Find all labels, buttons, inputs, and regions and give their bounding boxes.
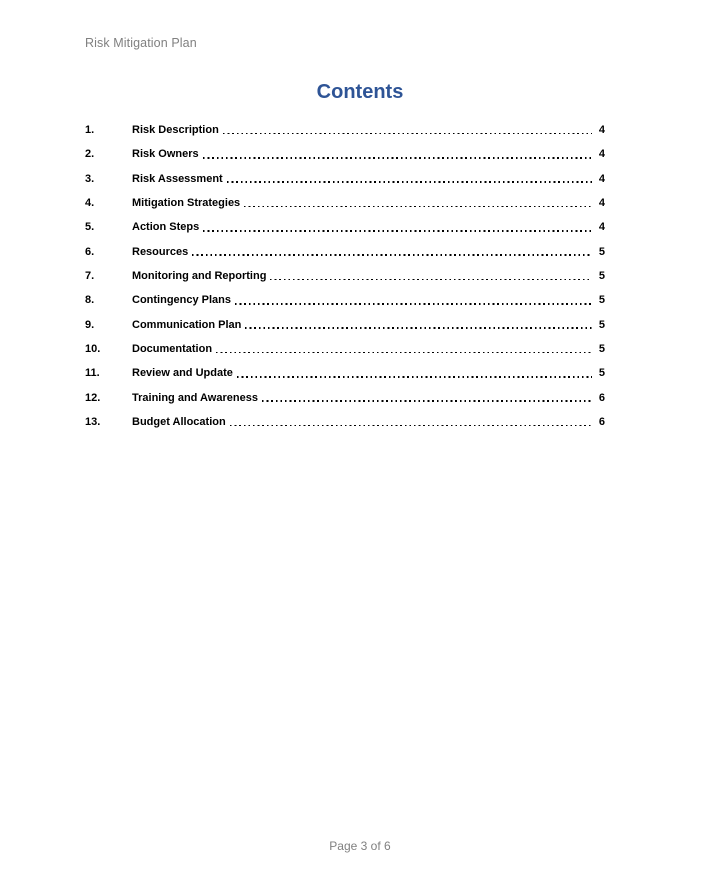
toc-entry-number: 5. [85, 221, 95, 234]
toc-entry-title: Risk Description [132, 124, 219, 136]
toc-dot-leader [219, 118, 595, 142]
toc-entry[interactable] [85, 410, 605, 434]
toc-entry[interactable] [85, 118, 605, 142]
toc-entry[interactable] [85, 264, 605, 288]
toc-dot-leader [199, 215, 595, 239]
toc-entry-number: 1. [85, 124, 95, 136]
toc-entry-page: 5 [598, 269, 605, 282]
toc-dot-leader [188, 240, 595, 264]
toc-entry-number: 10. [85, 342, 101, 355]
toc-entry-page: 5 [598, 294, 605, 307]
toc-entry-page: 4 [598, 172, 605, 185]
toc-entry-page: 5 [598, 245, 605, 258]
toc-entry[interactable] [85, 191, 605, 215]
toc-dot-leader [231, 288, 595, 312]
toc-entry-title: Monitoring and Reporting [132, 269, 267, 282]
toc-entry-number: 4. [85, 196, 95, 209]
toc-entry[interactable] [85, 240, 605, 264]
toc-entry-page: 5 [598, 318, 605, 331]
toc-entry-title: Documentation [132, 342, 213, 355]
toc-entry-title: Contingency Plans [132, 294, 232, 307]
toc-dot-leader [212, 337, 595, 361]
toc-entry[interactable] [85, 142, 605, 166]
toc-entry-page: 4 [598, 196, 605, 209]
toc-entry-page: 4 [598, 124, 605, 136]
toc-dot-leader [258, 386, 595, 410]
toc-entry-page: 4 [598, 221, 605, 234]
toc-entry[interactable] [85, 167, 605, 191]
toc-entry-page: 5 [598, 342, 605, 355]
toc-entry-number: 8. [85, 294, 95, 307]
toc-entry-title: Budget Allocation [132, 415, 226, 428]
toc-entry-title: Communication Plan [132, 318, 242, 331]
toc-entry-title: Resources [132, 245, 189, 258]
toc-entry-page: 6 [598, 391, 605, 404]
toc-entry-title: Action Steps [132, 221, 200, 234]
toc-dot-leader [199, 142, 595, 166]
toc-dot-leader [240, 191, 595, 215]
toc-dot-leader [241, 313, 595, 337]
toc-entry-page: 5 [598, 367, 605, 380]
toc-entry[interactable] [85, 337, 605, 361]
toc-entry-title: Review and Update [132, 367, 233, 380]
toc-entry-title: Training and Awareness [132, 391, 258, 404]
toc-dot-leader [266, 264, 595, 288]
toc-dot-leader [223, 167, 595, 191]
toc-entry-number: 12. [85, 391, 101, 404]
toc-entry-number: 6. [85, 245, 95, 258]
table-of-contents [85, 118, 605, 434]
toc-entry-number: 13. [85, 415, 101, 428]
toc-entry-page: 6 [598, 415, 605, 428]
toc-entry[interactable] [85, 361, 605, 385]
document-running-header: Risk Mitigation Plan [85, 36, 197, 50]
toc-entry-title: Risk Assessment [132, 172, 223, 185]
toc-entry[interactable] [85, 215, 605, 239]
toc-entry-page: 4 [598, 148, 605, 161]
toc-entry-title: Mitigation Strategies [132, 196, 241, 209]
toc-entry[interactable] [85, 288, 605, 312]
toc-dot-leader [233, 361, 595, 385]
page-number-footer: Page 3 of 6 [329, 839, 391, 853]
toc-entry-number: 7. [85, 269, 95, 282]
toc-dot-leader [226, 410, 595, 434]
toc-entry-number: 11. [85, 367, 100, 380]
toc-entry[interactable] [85, 313, 605, 337]
toc-entry[interactable] [85, 386, 605, 410]
toc-entry-title: Risk Owners [132, 148, 199, 161]
toc-entry-number: 2. [85, 148, 95, 161]
toc-entry-number: 9. [85, 318, 95, 331]
contents-heading: Contents [316, 81, 404, 103]
toc-entry-number: 3. [85, 172, 95, 185]
